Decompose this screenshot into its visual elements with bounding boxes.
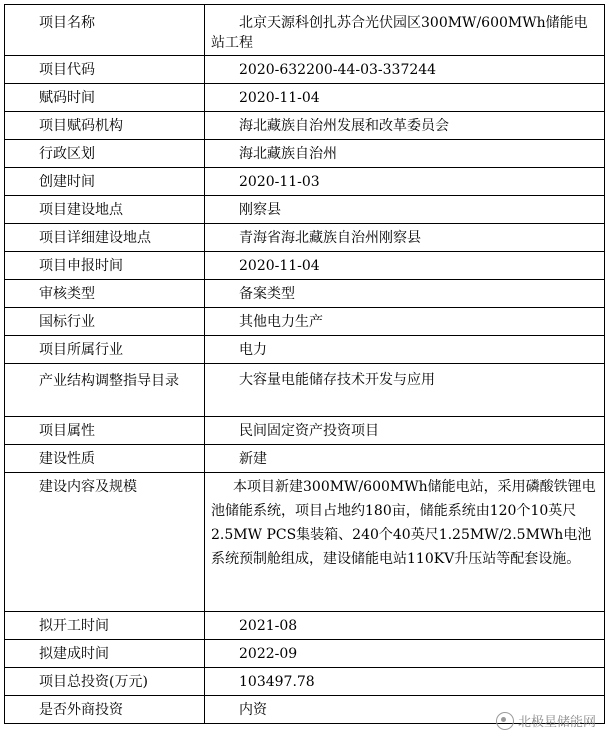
table-row [5,308,605,336]
field-label: 赋码时间 [5,84,205,112]
field-label: 行政区划 [5,140,205,168]
field-value: 2020-11-03 [205,168,605,196]
field-label: 项目属性 [5,417,205,445]
table-row [5,473,605,612]
field-label: 建设内容及规模 [5,473,205,612]
field-value: 其他电力生产 [205,308,605,336]
field-label: 建设性质 [5,445,205,473]
table-row [5,224,605,252]
watermark-text: 北极星储能网 [517,715,596,730]
field-label: 项目详细建设地点 [5,224,205,252]
field-value: 新建 [205,445,605,473]
field-value: 备案类型 [205,280,605,308]
field-value: 电力 [205,336,605,364]
field-value: 2020-11-04 [205,84,605,112]
field-value: 内资 [205,696,605,724]
field-label: 国标行业 [5,308,205,336]
field-value: 本项目新建300MW/600MWh储能电站，采用磷酸铁锂电池储能系统，项目占地约180亩，储能系统由120个10英尺2.5MW PCS集装箱、240个40英尺1.25MW/2.5MWh电池系统预制舱组成，建设储能电站110KV升压站等配套设施。 [205,473,605,612]
project-info-table [4,4,605,724]
table-row [5,56,605,84]
table-row [5,612,605,640]
table-row [5,280,605,308]
table-row [5,5,605,56]
watermark [496,711,596,730]
field-value: 大容量电能储存技术开发与应用 [205,364,605,417]
table-row [5,364,605,417]
table-row [5,168,605,196]
field-value: 刚察县 [205,196,605,224]
field-label: 项目代码 [5,56,205,84]
field-value: 2020-632200-44-03-337244 [205,56,605,84]
field-value: 103497.78 [205,668,605,696]
field-value: 2022-09 [205,640,605,668]
field-label: 项目名称 [5,5,205,56]
field-label: 项目建设地点 [5,196,205,224]
field-label: 项目总投资(万元) [5,668,205,696]
wechat-logo-icon [496,712,514,730]
field-value: 海北藏族自治州 [205,140,605,168]
table-row [5,336,605,364]
field-label: 项目所属行业 [5,336,205,364]
field-label: 拟建成时间 [5,640,205,668]
field-label: 拟开工时间 [5,612,205,640]
table-row [5,252,605,280]
field-value: 北京天源科创扎苏合光伏园区300MW/600MWh储能电站工程 [205,5,605,56]
table-row [5,112,605,140]
table-row [5,84,605,112]
table-row [5,445,605,473]
field-value: 2021-08 [205,612,605,640]
field-value: 海北藏族自治州发展和改革委员会 [205,112,605,140]
table-row [5,140,605,168]
field-label: 创建时间 [5,168,205,196]
table-row [5,417,605,445]
field-label: 项目赋码机构 [5,112,205,140]
field-label: 产业结构调整指导目录 [5,364,205,417]
field-label: 项目申报时间 [5,252,205,280]
table-row [5,640,605,668]
table-row [5,668,605,696]
field-value: 民间固定资产投资项目 [205,417,605,445]
field-label: 是否外商投资 [5,696,205,724]
field-value: 青海省海北藏族自治州刚察县 [205,224,605,252]
table-row [5,196,605,224]
field-value: 2020-11-04 [205,252,605,280]
field-label: 审核类型 [5,280,205,308]
